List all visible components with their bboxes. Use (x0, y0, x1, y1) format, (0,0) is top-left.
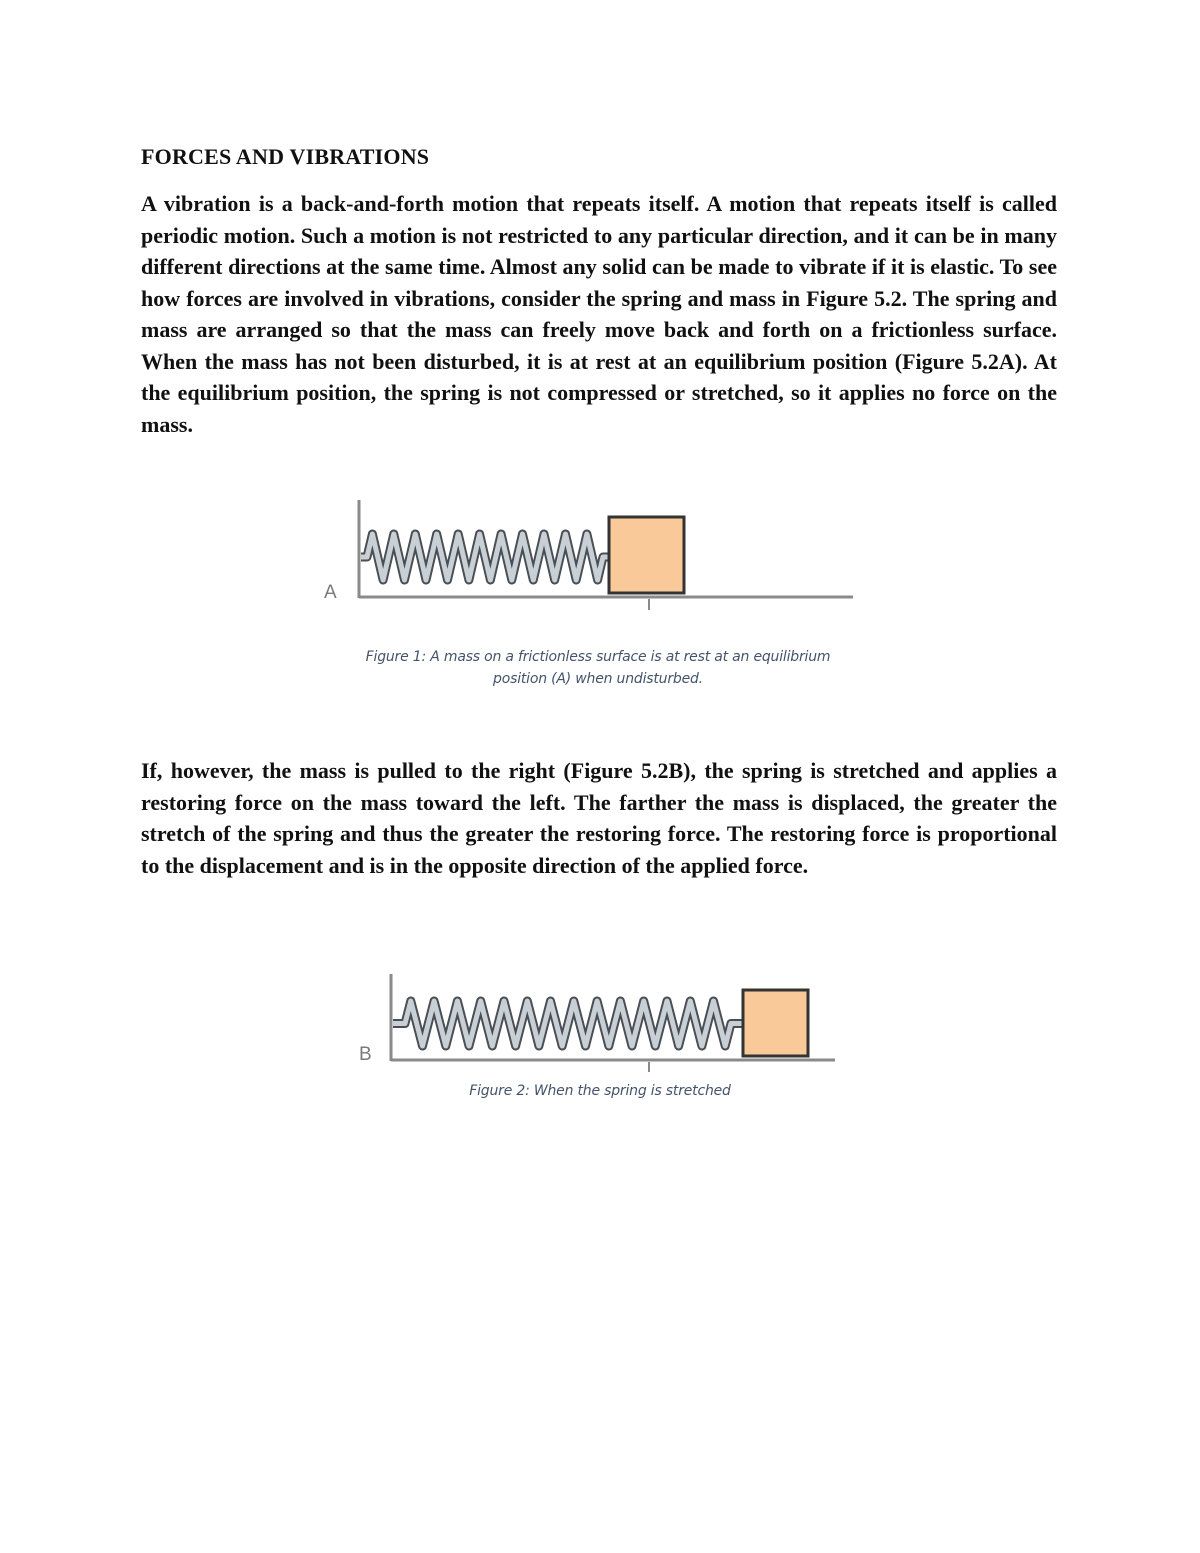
figure-2-caption: Figure 2: When the spring is stretched (469, 1083, 731, 1099)
mass-block (609, 517, 684, 593)
paragraph-restoring-force: If, however, the mass is pulled to the right (Figure 5.2B), the spring is stretched and applies a restoring force on the mass toward the left. The farther the mass is displaced, the greater the stretch of the spring and thus the greater the restoring force. The restoring force is proportional to the displacement and is in the opposite direction of the applied force. (141, 758, 1057, 878)
mass-block (743, 990, 808, 1056)
spring (393, 1001, 743, 1046)
figure-1-caption: Figure 1: A mass on a frictionless surface is at rest at an equilibrium position (A) when undisturbed. (365, 649, 831, 687)
document-title: FORCES AND VIBRATIONS (141, 144, 430, 169)
figure-2-label: B (359, 1044, 372, 1065)
paragraph-intro: A vibration is a back-and-forth motion that repeats itself. A motion that repeats itself is called periodic motion. Such a motion is not restricted to any particular direction, and it can be in many different directions at the same time. Almost any solid can be made to vibrate if it is elastic. To see how forces are involved in vibrations, consider the spring and mass in Figure 5.2. The spring and mass are arranged so that the mass can freely move back and forth on a frictionless surface. When the mass has not been disturbed, it is at rest at an equilibrium position (Figure 5.2A). At the equilibrium position, the spring is not compressed or stretched, so it applies no force on the mass. (141, 191, 1057, 437)
figure-2-spring-stretched (355, 968, 845, 1076)
figure-1-label: A (324, 582, 337, 603)
spring (361, 534, 609, 580)
figure-1-spring-mass-equilibrium (318, 492, 858, 612)
